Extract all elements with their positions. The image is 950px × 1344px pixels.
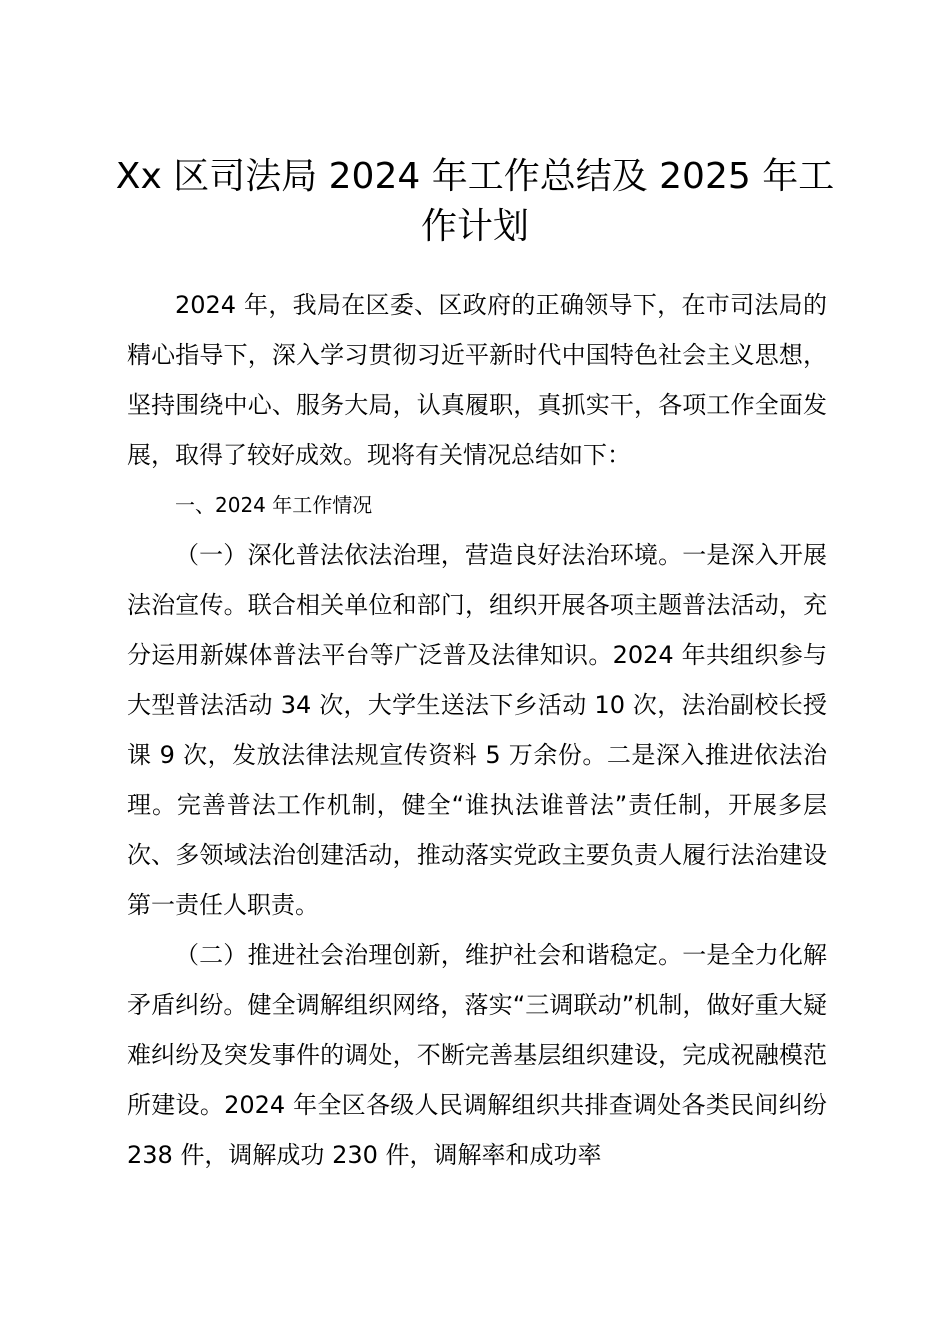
intro-paragraph: 2024 年，我局在区委、区政府的正确领导下，在市司法局的精心指导下，深入学习贯彻习近平新时代中国特色社会主义思想，坚持围绕中心、服务大局，认真履职，真抓实干，各项工作全面发展，取得了较好成效。现将有关情况总结如下： (127, 291, 827, 469)
section-one-paragraph: （一）深化普法依法治理，营造良好法治环境。一是深入开展法治宣传。联合相关单位和部门，组织开展各项主题普法活动，充分运用新媒体普法平台等广泛普及法律知识。2024 年共组织参与大型普法活动 34 次，大学生送法下乡活动 10 次，法治副校长授课 9 次，发放法律法规宣传资料 5 万余份。二是深入推进依法治理。完善普法工作机制，健全“谁执法谁普法”责任制，开展多层次、多领域法治创建活动，推动落实党政主要负责人履行法治建设第一责任人职责。 (127, 541, 827, 919)
section-heading: 一、2024 年工作情况 (175, 493, 373, 517)
document-body (127, 280, 827, 1180)
document-title: Xx 区司法局 2024 年工作总结及 2025 年工作计划 (115, 156, 835, 247)
section-two-paragraph: （二）推进社会治理创新，维护社会和谐稳定。一是全力化解矛盾纠纷。健全调解组织网络，落实“三调联动”机制，做好重大疑难纠纷及突发事件的调处，不断完善基层组织建设，完成祝融模范所建设。2024 年全区各级人民调解组织共排查调处各类民间纠纷 238 件，调解成功 230 件，调解率和成功率 (127, 941, 827, 1169)
